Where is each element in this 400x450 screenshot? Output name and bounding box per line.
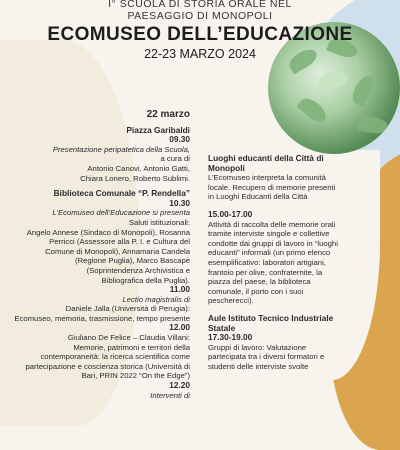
header-line-2: PAESAGGIO DI MONOPOLI: [127, 10, 273, 22]
time-1100: 11.00: [169, 284, 190, 295]
block2-line-3: Comune di Monopoli), Annamaria Candela: [45, 246, 190, 256]
time-0930: 09.30: [169, 134, 190, 145]
time-1030: 10.30: [169, 197, 190, 208]
page-title: ECOMUSEO DELL’EDUCAZIONE: [47, 24, 353, 45]
block1-people-0: Antonio Canovi, Antonio Gatti,: [87, 163, 190, 173]
block1-people-1: Chiara Lonero, Roberto Sublimi.: [80, 173, 190, 183]
section1-heading-0: Luoghi educanti della Città di: [208, 153, 324, 163]
block4-line-2: contemporaneità: la ricerca scientifica come: [40, 352, 190, 362]
section2-line-6: piazza del paese, la biblioteca: [208, 277, 311, 287]
block4-line-1: Memorie, patrimoni e territori della: [73, 342, 190, 352]
block2-line-2: Perricci (Assessore alla P. I. e Cultura del: [49, 237, 190, 247]
block3-line-1: Ecomuseo, memoria, trasmissione, tempo presente: [14, 313, 190, 323]
block2-line-1: Angelo Annese (Sindaco di Monopoli), Rosanna: [26, 227, 190, 237]
section1-line-1: locale. Recupero di memorie presenti: [208, 182, 336, 192]
section2-line-1: tramite interviste singole e collettive: [208, 229, 330, 239]
section2-line-3: educanti” informali (un primo elenco: [208, 248, 331, 258]
time-1500-1700: 15.00-17.00: [208, 208, 253, 219]
block5-intro: Interventi di: [150, 390, 190, 400]
section2-line-7: comunale, il porto con i suoi: [208, 286, 304, 296]
block4-line-3: partecipazione e coscienza storica (Università di: [25, 361, 190, 371]
event-dates: 22-23 MARZO 2024: [144, 47, 256, 61]
block2-line-6: Bibliografica della Puglia).: [101, 275, 190, 285]
block2-intro: L’Ecomuseo dell’Educazione si presenta: [52, 208, 190, 218]
right-program-column: [208, 154, 358, 371]
block2-line-4: (Regione Puglia), Marco Bascapè: [75, 256, 190, 266]
time-1730-1900: 17.30-19.00: [208, 332, 253, 343]
block2-line-5: (Soprintendenza Archivistica e: [86, 265, 190, 275]
venue-biblioteca: Biblioteca Comunale “P. Rendella”: [53, 188, 190, 199]
section2-line-8: pescherecci).: [208, 296, 254, 306]
section1-line-0: L’Ecomuseo interpreta la comunità: [208, 173, 326, 183]
block4-line-4: Bari, PRIN 2022 “On the Edge”): [81, 371, 190, 381]
block4-line-0: Giuliano De Felice – Claudia Villani:: [67, 333, 190, 343]
time-1220: 12.20: [169, 380, 190, 391]
left-program-column: [4, 110, 190, 400]
section2-line-5: frantoio per olive, confraternite, la: [208, 267, 323, 277]
section2-line-2: condotte dai gruppi di lavoro in “luoghi: [208, 238, 338, 248]
block3-intro: Lectio magistralis di: [122, 294, 190, 304]
block2-line-0: Saluti istituzionali:: [128, 217, 190, 227]
section3-line-1: partecipata tra i diversi formatori e: [208, 352, 325, 362]
section3-heading-0: Aule Istituto Tecnico Industriale: [208, 312, 334, 323]
section3-heading-1: Statale: [208, 322, 236, 333]
block1-text-0: Presentazione peripatetica della Scuola,: [52, 144, 190, 154]
header-line-1: I° SCUOLA DI STORIA ORALE NEL: [108, 0, 292, 10]
day-heading: 22 marzo: [146, 109, 190, 120]
section2-line-0: Attività di raccolta delle memorie orali: [208, 219, 336, 229]
section2-line-4: esemplificativo: laboratori artigiani,: [208, 257, 326, 267]
block1-text-1: a cura di: [160, 154, 190, 164]
block3-line-0: Daniele Jalla (Università di Perugia):: [65, 304, 190, 314]
section1-heading-1: Monopoli: [208, 162, 245, 173]
venue-piazza-garibaldi: Piazza Garibaldi: [126, 124, 190, 135]
time-1200: 12.00: [169, 322, 190, 333]
section3-line-0: Gruppi di lavoro: Valutazione: [208, 342, 307, 352]
section3-line-2: studenti delle interviste svolte: [208, 361, 309, 371]
section1-line-2: in Luoghi Educanti della Città: [208, 192, 308, 202]
